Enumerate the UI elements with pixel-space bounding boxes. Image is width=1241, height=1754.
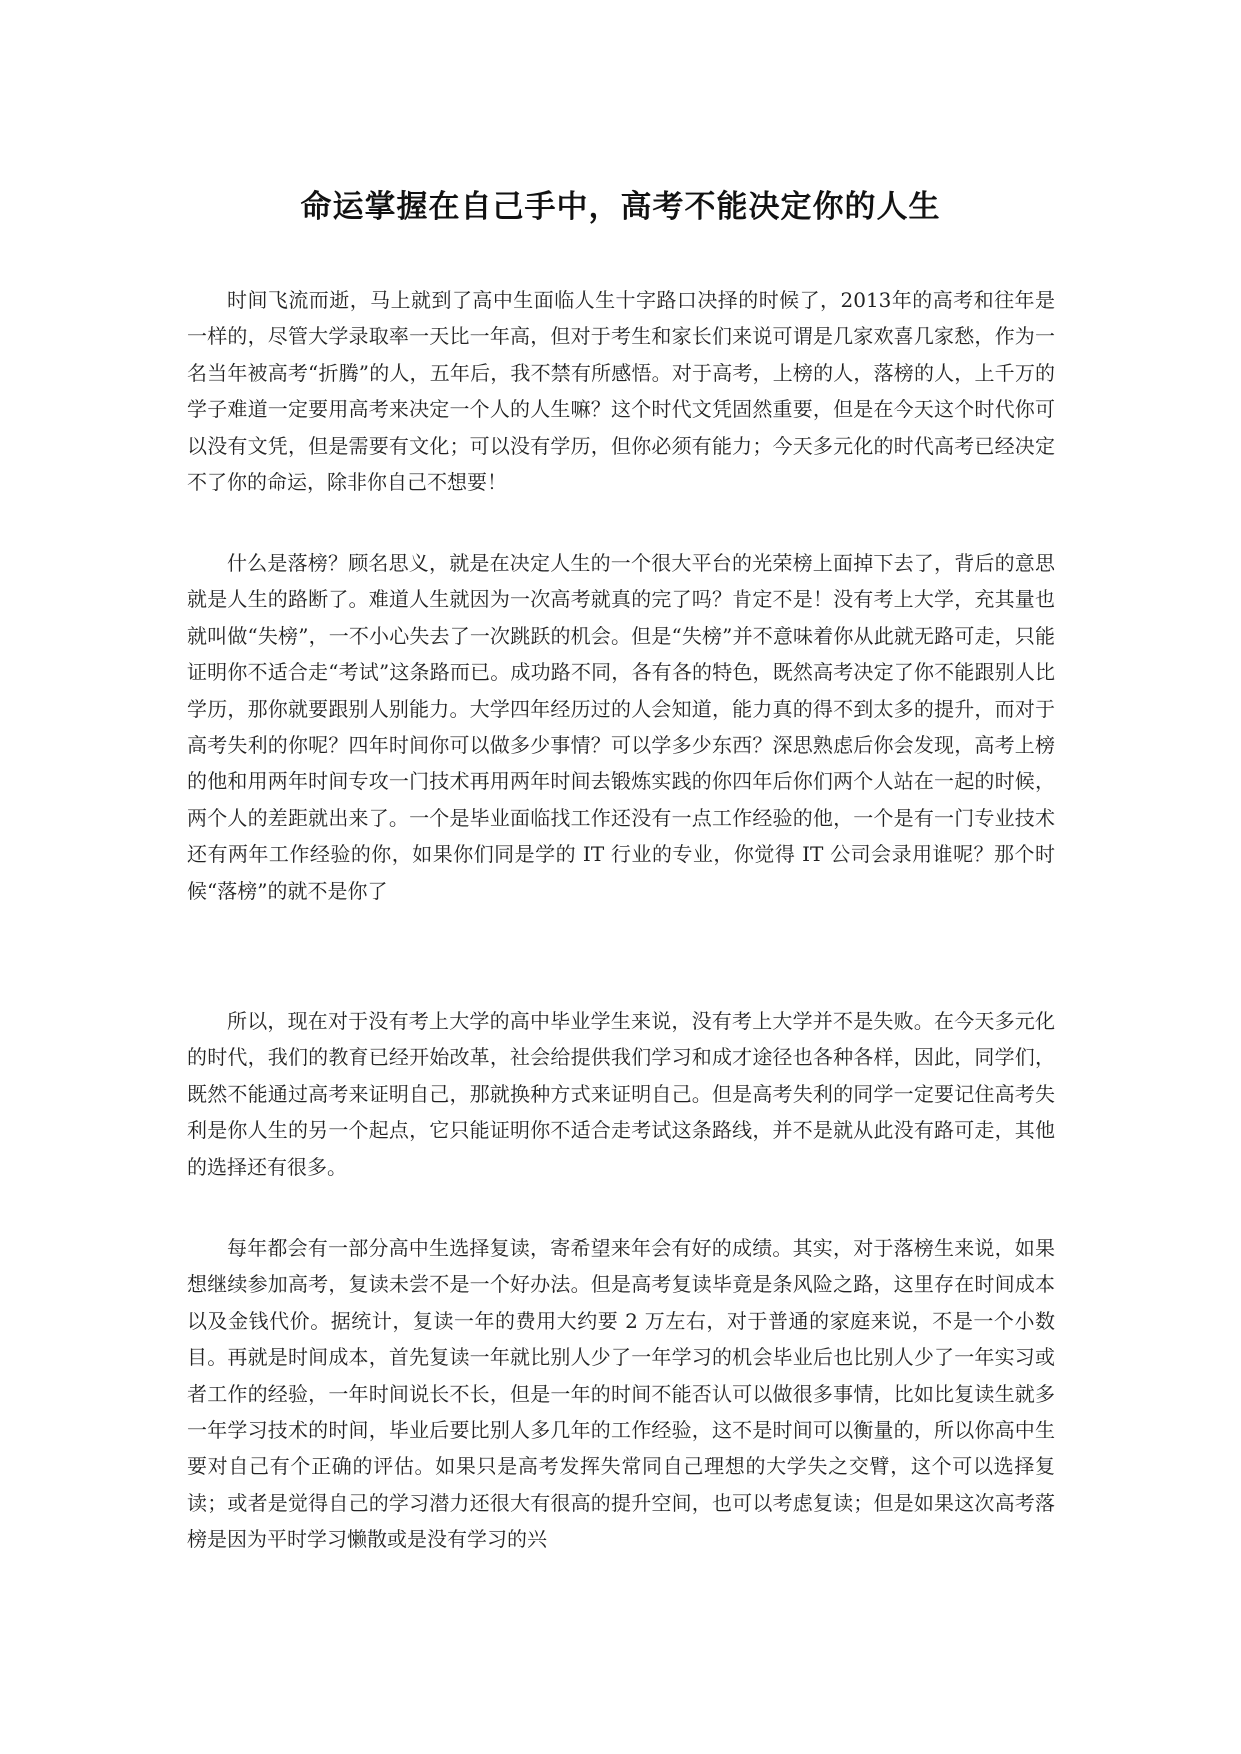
paragraph-1: 时间飞流而逝，马上就到了高中生面临人生十字路口决择的时候了，2013年的高考和往年是一样的，尽管大学录取率一天比一年高，但对于考生和家长们来说可谓是几家欢喜几家愁，作为一名当年被高考“折腾”的人，五年后，我不禁有所感悟。对于高考，上榜的人，落榜的人，上千万的学子难道一定要用高考来决定一个人的人生嘛？这个时代文凭固然重要，但是在今天这个时代你可以没有文凭，但是需要有文化；可以没有学历，但你必须有能力；今天多元化的时代高考已经决定不了你的命运，除非你自己不想要！ (187, 288, 1055, 495)
paragraph-4: 每年都会有一部分高中生选择复读，寄希望来年会有好的成绩。其实，对于落榜生来说，如果想继续参加高考，复读未尝不是一个好办法。但是高考复读毕竟是条风险之路，这里存在时间成本以及金钱代价。据统计，复读一年的费用大约要 2 万左右，对于普通的家庭来说，不是一个小数目。再就是时间成本，首先复读一年就比别人少了一年学习的机会毕业后也比别人少了一年实习或者工作的经验，一年时间说长不长，但是一年的时间不能否认可以做很多事情，比如比复读生就多一年学习技术的时间，毕业后要比别人多几年的工作经验，这不是时间可以衡量的，所以你高中生要对自己有个正确的评估。如果只是高考发挥失常同自己理想的大学失之交臂，这个可以选择复读；或者是觉得自己的学习潜力还很大有很高的提升空间，也可以考虑复读；但是如果这次高考落榜是因为平时学习懒散或是没有学习的兴 (187, 1236, 1055, 1552)
document-title: 命运掌握在自己手中，高考不能决定你的人生 (300, 189, 941, 225)
paragraph-2: 什么是落榜？顾名思义，就是在决定人生的一个很大平台的光荣榜上面掉下去了，背后的意思就是人生的路断了。难道人生就因为一次高考就真的完了吗？肯定不是！没有考上大学，充其量也就叫做“失榜”，一不小心失去了一次跳跃的机会。但是“失榜”并不意味着你从此就无路可走，只能证明你不适合走“考试”这条路而已。成功路不同，各有各的特色，既然高考决定了你不能跟别人比学历，那你就要跟别人别能力。大学四年经历过的人会知道，能力真的得不到太多的提升，而对于高考失利的你呢？四年时间你可以做多少事情？可以学多少东西？深思熟虑后你会发现，高考上榜的他和用两年时间专攻一门技术再用两年时间去锻炼实践的你四年后你们两个人站在一起的时候，两个人的差距就出来了。一个是毕业面临找工作还没有一点工作经验的他，一个是有一门专业技术还有两年工作经验的你，如果你们同是学的 IT 行业的专业，你觉得 IT 公司会录用谁呢？那个时候“落榜”的就不是你了 (187, 551, 1055, 903)
paragraph-3: 所以，现在对于没有考上大学的高中毕业学生来说，没有考上大学并不是失败。在今天多元化的时代，我们的教育已经开始改革，社会给提供我们学习和成才途径也各种各样，因此，同学们，既然不能通过高考来证明自己，那就换种方式来证明自己。但是高考失利的同学一定要记住高考失利是你人生的另一个起点，它只能证明你不适合走考试这条路线，并不是就从此没有路可走，其他的选择还有很多。 (187, 1009, 1055, 1179)
